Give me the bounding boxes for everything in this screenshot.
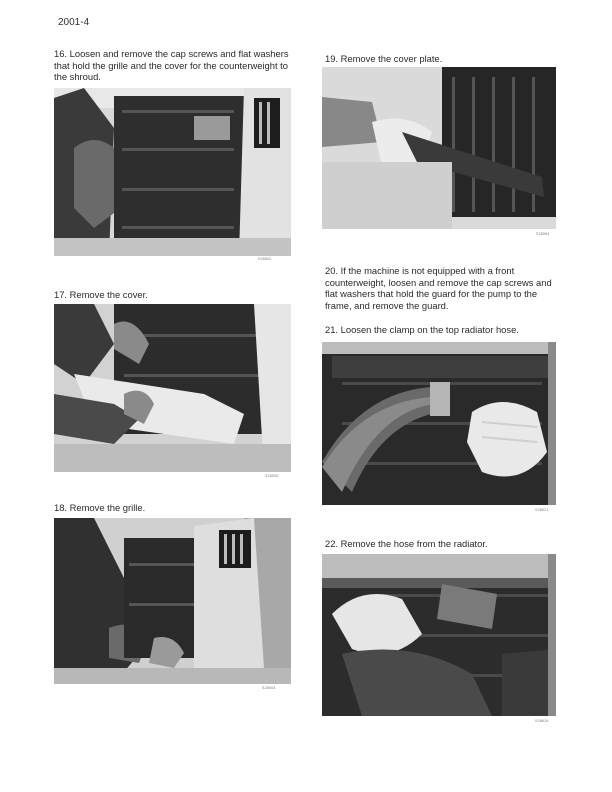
step-17-figure-id: S28506 xyxy=(265,474,279,478)
page-number: 2001-4 xyxy=(58,17,90,28)
step-16-text: 16. Loosen and remove the cap screws and flat washers that hold the grille and the cover for the counterweight to the shroud. xyxy=(54,48,289,83)
step-22-text: 22. Remove the hose from the radiator. xyxy=(325,538,488,549)
step-22-photo xyxy=(322,554,556,716)
step-18-text: 18. Remove the grille. xyxy=(54,502,146,513)
step-19-figure-id: S28584 xyxy=(536,232,550,236)
step-21-text: 21. Loosen the clamp on the top radiator hose. xyxy=(325,324,519,335)
step-21-figure-id: S28621 xyxy=(535,508,549,512)
step-19-photo xyxy=(322,67,556,229)
step-22-figure-id: S28626 xyxy=(535,719,549,723)
step-18-photo xyxy=(54,518,291,684)
step-21-photo xyxy=(322,342,556,505)
step-16-figure-id: S28502 xyxy=(258,257,272,261)
step-16-photo xyxy=(54,88,291,256)
step-17-photo xyxy=(54,304,291,472)
step-19-text: 19. Remove the cover plate. xyxy=(325,53,443,64)
step-20-text: 20. If the machine is not equipped with a front counterweight, loosen and remove the cap screws and flat washers that hold the guard for the pump to the frame, and remove the guard. xyxy=(325,265,552,311)
step-18-figure-id: S28504 xyxy=(262,686,276,690)
step-17-text: 17. Remove the cover. xyxy=(54,289,148,300)
